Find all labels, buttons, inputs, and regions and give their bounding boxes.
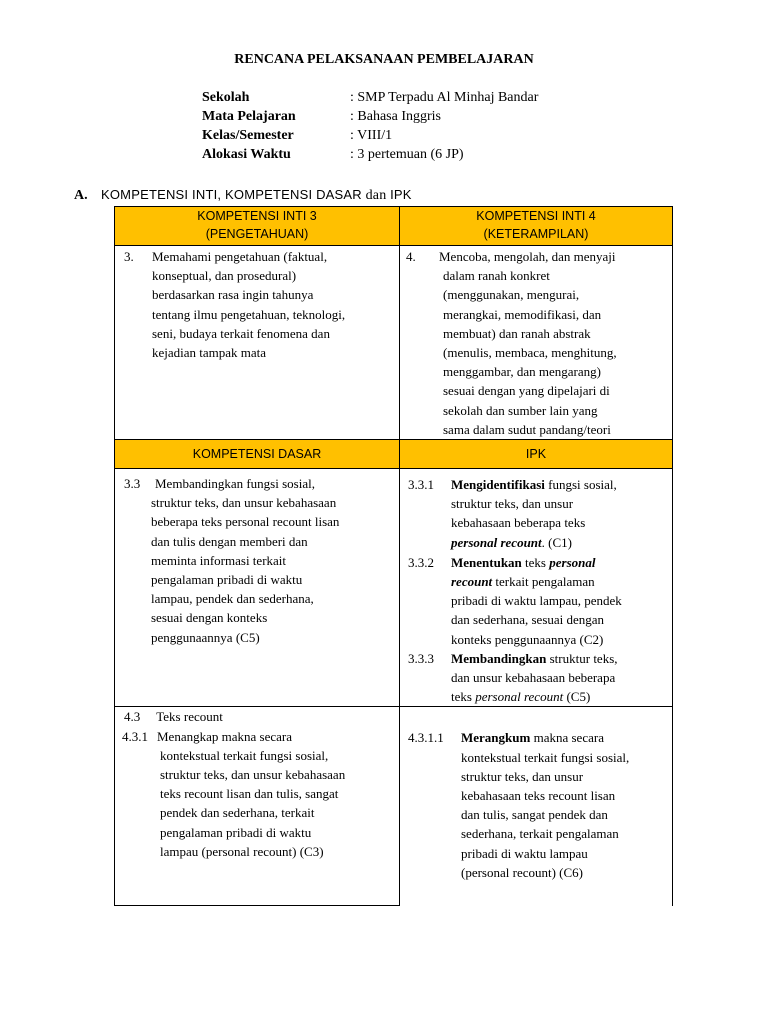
ki3-header-line1: KOMPETENSI INTI 3 [197,209,317,223]
ipk331-tail: . (C1) [541,534,572,550]
ipk331-line [451,533,672,552]
ipk331-verb: Mengidentifikasi [451,477,545,493]
kd43-title-line [124,707,399,726]
ipk331-rest: fungsi sosial, [544,477,617,493]
ipk331-term: personal recount [451,534,542,550]
ipk-header: IPK [400,440,673,469]
ipk332-line [451,553,672,572]
kd431-line: struktur teks, dan unsur kebahasaan [160,767,346,783]
kd33-line: dan tulis dengan memberi dan [151,533,308,549]
kd43-row [115,707,673,906]
ipk332-mid: teks [521,554,550,570]
ipk4311-line: (personal recount) (C6) [461,864,584,880]
ki4-cell [400,246,673,440]
ki4-line: (menggunakan, mengurai, [443,287,580,303]
ipk4311-line: sederhana, terkait pengalaman [461,826,619,842]
ipk331-line [451,475,672,494]
ki4-header-line2: (KETERAMPILAN) [483,227,589,241]
info-label: Alokasi Waktu [202,147,291,162]
kd431-line: Menangkap makna secara [157,728,292,744]
kd33-line: lampau, pendek dan sederhana, [151,591,314,607]
kd431-line: pengalaman pribadi di waktu [160,824,312,840]
ki4-line: menggambar, dan mengarang) [443,364,601,380]
section-heading [74,187,412,204]
ipk331-number: 3.3.1 [408,477,434,493]
kd43-number: 4.3 [124,709,141,725]
ipk332-number: 3.3.2 [408,554,434,570]
ipk333-line [451,649,672,668]
ipk332-line [451,572,672,591]
ki3-header-line2: (PENGETAHUAN) [205,227,309,241]
ki4-line: membuat) dan ranah abstrak [443,325,591,341]
ipk333-number: 3.3.3 [408,650,434,666]
ki3-cell [115,246,400,440]
section-text-dan: dan [361,188,391,203]
ki3-line: Memahami pengetahuan (faktual, [152,249,328,264]
ipk4311-line [461,728,672,747]
ipk4311-rest: makna secara [530,730,604,746]
ki3-line: tentang ilmu pengetahuan, teknologi, [152,306,346,322]
ipk332-verb: Menentukan [451,554,522,570]
ki4-number: 4. [406,249,416,264]
ki3-line: seni, budaya terkait fenomena dan [152,325,330,341]
ipk333-line: dan unsur kebahasaan beberapa [451,670,616,686]
kd-header: KOMPETENSI DASAR [115,440,400,469]
ki-header-row [115,207,673,246]
ipk33-cell [400,469,673,707]
section-text-b: IPK [390,187,412,202]
ki4-header [400,207,673,246]
ki4-line: (menulis, membaca, menghitung, [443,345,617,361]
ki4-line: dalam ranah konkret [443,268,550,284]
ki3-number: 3. [124,249,134,264]
info-label: Mata Pelajaran [202,109,296,124]
kd33-line: struktur teks, dan unsur kebahasaan [151,495,337,511]
ipk333-tail: (C5) [563,689,591,705]
ipk331-line: kebahasaan beberapa teks [451,515,586,531]
kd33-cell [115,469,400,707]
ipk332-rest: terkait pengalaman [492,574,595,590]
kd431-number: 4.3.1 [122,728,148,744]
ipk333-term: personal recount [475,689,564,705]
ipk333-verb: Membandingkan [451,650,547,666]
ki3-line: konseptual, dan prosedural) [152,268,297,284]
ki4-line: sekolah dan sumber lain yang [443,402,598,418]
ipk4311-verb: Merangkum [461,730,531,746]
ki3-line: kejadian tampak mata [152,345,267,361]
info-label: Sekolah [202,90,250,105]
ipk333-line [451,687,672,706]
ipk4311-line: pribadi di waktu lampau [461,845,588,861]
ki3-line: berdasarkan rasa ingin tahunya [152,287,314,303]
info-value: : VIII/1 [350,128,393,143]
section-text-a: KOMPETENSI INTI, KOMPETENSI DASAR [101,187,362,202]
kd43-title: Teks recount [156,709,223,725]
kd43-cell [115,707,400,906]
ipk332-line: pribadi di waktu lampau, pendek [451,593,622,609]
ki3-header [115,207,400,246]
kd33-line: meminta informasi terkait [151,552,287,568]
ipk332-line: konteks penggunaannya (C2) [451,631,604,647]
ki4-line: sesuai dengan yang dipelajari di [443,383,610,399]
kd33-line: sesuai dengan konteks [151,610,268,626]
ipk4311-number: 4.3.1.1 [408,730,444,746]
info-label: Kelas/Semester [202,128,294,143]
ki4-line: merangkai, memodifikasi, dan [443,306,602,322]
kd33-line: penggunaannya (C5) [151,629,260,645]
ipk333-pre: teks [451,689,476,705]
ipk331-line: struktur teks, dan unsur [451,496,574,512]
kd431-line: teks recount lisan dan tulis, sangat [160,786,339,802]
kd431-line: lampau (personal recount) (C3) [160,843,324,859]
ipk332-term: personal [549,554,596,570]
ipk43-cell [400,707,673,906]
info-value: : SMP Terpadu Al Minhaj Bandar [350,90,539,105]
ki-content-row [115,246,673,440]
ipk4311-line: struktur teks, dan unsur [461,768,584,784]
kd33-row [115,469,673,707]
ipk332-term2: recount [451,574,493,590]
kd33-line: Membandingkan fungsi sosial, [155,476,315,492]
section-text [101,187,412,202]
kd-header-row [115,440,673,469]
competency-table [114,206,673,906]
kd33-line: pengalaman pribadi di waktu [151,572,303,588]
kd431-line: pendek dan sederhana, terkait [160,805,315,821]
info-value: : 3 pertemuan (6 JP) [350,147,464,162]
ki4-line: sama dalam sudut pandang/teori [443,421,611,437]
ki4-header-line1: KOMPETENSI INTI 4 [476,209,596,223]
kd431-line: kontekstual terkait fungsi sosial, [160,747,329,763]
info-value: : Bahasa Inggris [350,109,441,124]
ipk333-rest: struktur teks, [546,650,618,666]
ipk4311-line: kebahasaan teks recount lisan [461,788,616,804]
document-title: RENCANA PELAKSANAAN PEMBELAJARAN [234,52,534,67]
ipk332-line: dan sederhana, sesuai dengan [451,612,605,628]
ki4-line: Mencoba, mengolah, dan menyaji [439,249,616,264]
section-letter: A. [74,188,88,203]
kd33-number: 3.3 [124,476,141,492]
ipk4311-line: kontekstual terkait fungsi sosial, [461,749,630,765]
ipk4311-line: dan tulis, sangat pendek dan [461,807,608,823]
kd33-line: beberapa teks personal recount lisan [151,514,340,530]
